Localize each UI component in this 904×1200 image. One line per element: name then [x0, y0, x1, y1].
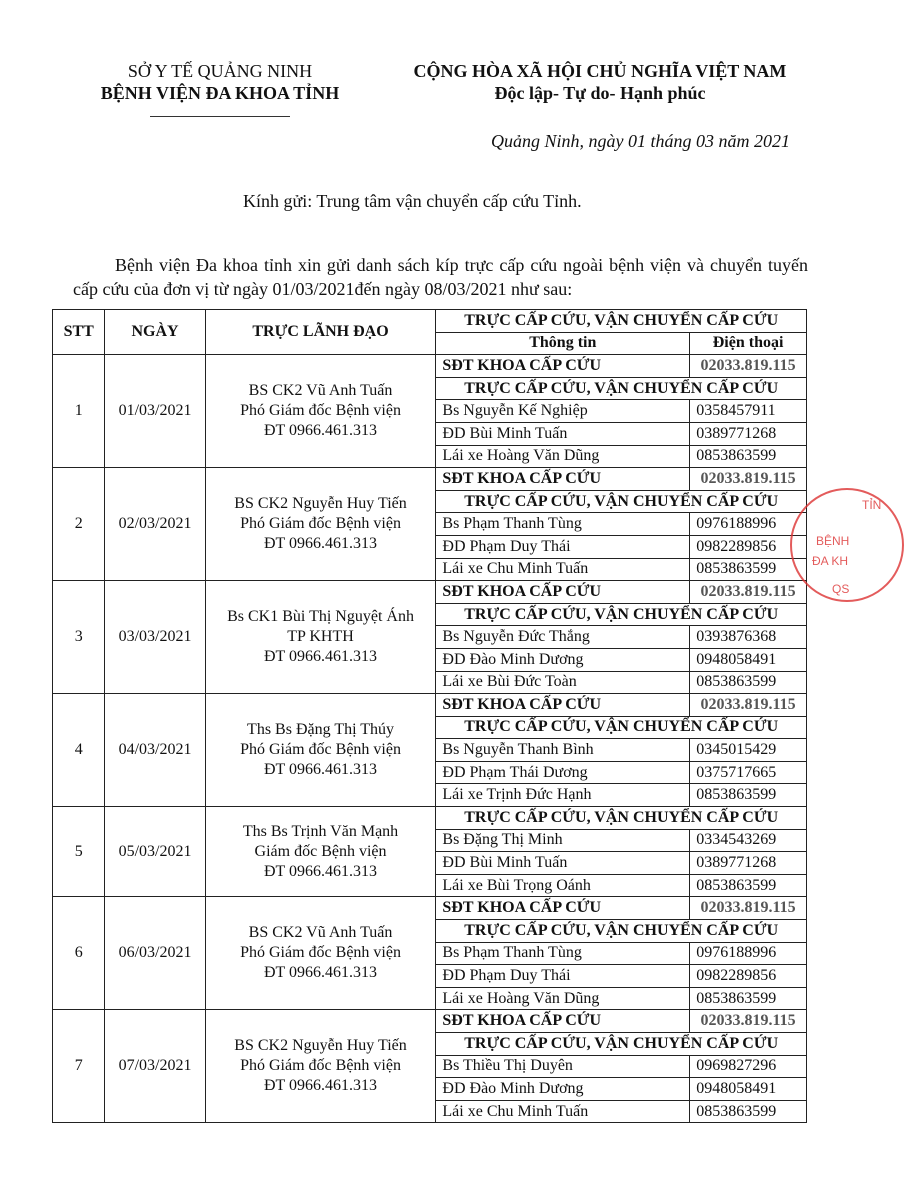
- staff-name: Bs Thiều Thị Duyên: [436, 1055, 690, 1078]
- team-label: TRỰC CẤP CỨU, VẬN CHUYỂN CẤP CỨU: [436, 920, 807, 943]
- row-stt: 7: [53, 1010, 105, 1123]
- row-date: 03/03/2021: [105, 581, 205, 694]
- emergency-dept-phone: 02033.819.115: [690, 581, 807, 604]
- table-row: [53, 897, 807, 920]
- staff-name: Lái xe Hoàng Văn Dũng: [436, 987, 690, 1010]
- staff-phone: 0375717665: [690, 761, 807, 784]
- leader-line: TP KHTH: [287, 628, 354, 646]
- document-date: Quảng Ninh, ngày 01 tháng 03 năm 2021: [491, 131, 790, 151]
- row-date: 02/03/2021: [105, 468, 205, 581]
- staff-name: ĐD Phạm Duy Thái: [436, 535, 690, 558]
- staff-phone: 0853863599: [690, 558, 807, 581]
- header-stt: STT: [53, 310, 105, 355]
- row-date: 01/03/2021: [105, 355, 205, 468]
- leader-line: ĐT 0966.461.313: [264, 535, 378, 553]
- team-label: TRỰC CẤP CỨU, VẬN CHUYỂN CẤP CỨU: [436, 490, 807, 513]
- stamp-text-middle: BỆNH: [816, 534, 850, 548]
- row-leader: [205, 694, 436, 807]
- staff-phone: 0358457911: [690, 400, 807, 423]
- header-date: NGÀY: [105, 310, 205, 355]
- leader-line: Ths Bs Đặng Thị Thúy: [247, 721, 395, 739]
- table-row: [53, 468, 807, 491]
- team-label: TRỰC CẤP CỨU, VẬN CHUYỂN CẤP CỨU: [436, 807, 807, 830]
- row-date: 04/03/2021: [105, 694, 205, 807]
- stamp-text-top: TỈN: [862, 498, 882, 512]
- leader-line: ĐT 0966.461.313: [264, 1077, 378, 1095]
- leader-line: Bs CK1 Bùi Thị Nguyệt Ánh: [227, 608, 414, 626]
- table-row: [53, 694, 807, 717]
- staff-phone: 0976188996: [690, 942, 807, 965]
- leader-line: ĐT 0966.461.313: [264, 862, 378, 880]
- row-leader: [205, 807, 436, 897]
- staff-phone: 0948058491: [690, 1078, 807, 1101]
- staff-name: Bs Phạm Thanh Tùng: [436, 513, 690, 536]
- staff-name: Bs Phạm Thanh Tùng: [436, 942, 690, 965]
- staff-name: ĐD Bùi Minh Tuấn: [436, 422, 690, 445]
- emergency-dept-label: SĐT KHOA CẤP CỨU: [436, 1010, 690, 1033]
- stamp-text-bottom: QS: [832, 582, 850, 596]
- row-date: 05/03/2021: [105, 807, 205, 897]
- leader-line: ĐT 0966.461.313: [264, 422, 378, 440]
- emergency-dept-phone: 02033.819.115: [690, 694, 807, 717]
- row-date: 06/03/2021: [105, 897, 205, 1010]
- table-row: [53, 581, 807, 604]
- staff-phone: 0853863599: [690, 671, 807, 694]
- staff-phone: 0853863599: [690, 784, 807, 807]
- staff-name: ĐD Phạm Duy Thái: [436, 965, 690, 988]
- staff-name: Lái xe Chu Minh Tuấn: [436, 1100, 690, 1123]
- row-stt: 1: [53, 355, 105, 468]
- recipient-line: Kính gửi: Trung tâm vận chuyển cấp cứu Tỉnh.: [243, 191, 582, 211]
- staff-name: Lái xe Trịnh Đức Hạnh: [436, 784, 690, 807]
- row-stt: 6: [53, 897, 105, 1010]
- schedule-body: [53, 355, 807, 1123]
- staff-name: Lái xe Chu Minh Tuấn: [436, 558, 690, 581]
- header-team-group: TRỰC CẤP CỨU, VẬN CHUYỂN CẤP CỨU: [436, 310, 807, 333]
- leader-line: BS CK2 Nguyễn Huy Tiến: [234, 1037, 407, 1055]
- table-row: [53, 807, 807, 830]
- stamp-text-lower: ĐA KH: [812, 554, 849, 568]
- intro-paragraph: Bệnh viện Đa khoa tỉnh xin gửi danh sách kíp trực cấp cứu ngoài bệnh viện và chuyển tuyến cấp cứu của đơn vị từ ngày 01/03/2021đến ngày 08/03/2021 như sau:: [73, 255, 808, 299]
- leader-line: Phó Giám đốc Bệnh viện: [240, 515, 401, 533]
- staff-name: ĐD Đào Minh Dương: [436, 1078, 690, 1101]
- issuer-underline: [150, 116, 290, 117]
- staff-name: Bs Đặng Thị Minh: [436, 829, 690, 852]
- emergency-dept-label: SĐT KHOA CẤP CỨU: [436, 581, 690, 604]
- header-phone: Điện thoại: [690, 332, 807, 355]
- row-stt: 2: [53, 468, 105, 581]
- row-leader: [205, 355, 436, 468]
- national-header: [380, 60, 820, 104]
- leader-line: BS CK2 Vũ Anh Tuấn: [248, 382, 393, 400]
- leader-line: Phó Giám đốc Bệnh viện: [240, 741, 401, 759]
- row-leader: [205, 581, 436, 694]
- staff-phone: 0853863599: [690, 987, 807, 1010]
- row-stt: 5: [53, 807, 105, 897]
- row-leader: [205, 1010, 436, 1123]
- staff-name: Bs Nguyễn Đức Thắng: [436, 626, 690, 649]
- emergency-dept-label: SĐT KHOA CẤP CỨU: [436, 694, 690, 717]
- leader-line: Giám đốc Bệnh viện: [254, 842, 387, 860]
- leader-line: ĐT 0966.461.313: [264, 964, 378, 982]
- emergency-dept-phone: 02033.819.115: [690, 468, 807, 491]
- leader-line: Ths Bs Trịnh Văn Mạnh: [242, 822, 399, 840]
- table-row: [53, 355, 807, 378]
- issuer-block: [60, 60, 380, 104]
- staff-phone: 0345015429: [690, 739, 807, 762]
- staff-phone: 0393876368: [690, 626, 807, 649]
- leader-line: Phó Giám đốc Bệnh viện: [240, 1057, 401, 1075]
- staff-name: ĐD Đào Minh Dương: [436, 648, 690, 671]
- staff-phone: 0976188996: [690, 513, 807, 536]
- staff-phone: 0853863599: [690, 1100, 807, 1123]
- row-date: 07/03/2021: [105, 1010, 205, 1123]
- issuer-department: SỞ Y TẾ QUẢNG NINH: [127, 61, 313, 81]
- table-row: [53, 1010, 807, 1033]
- staff-phone: 0389771268: [690, 422, 807, 445]
- duty-schedule-table: [52, 309, 807, 1123]
- staff-name: Lái xe Bùi Trọng Oánh: [436, 874, 690, 897]
- team-label: TRỰC CẤP CỨU, VẬN CHUYỂN CẤP CỨU: [436, 716, 807, 739]
- emergency-dept-phone: 02033.819.115: [690, 897, 807, 920]
- leader-line: Phó Giám đốc Bệnh viện: [240, 402, 401, 420]
- header-info: Thông tin: [436, 332, 690, 355]
- national-title: CỘNG HÒA XÃ HỘI CHỦ NGHĨA VIỆT NAM: [413, 61, 787, 81]
- staff-phone: 0853863599: [690, 874, 807, 897]
- team-label: TRỰC CẤP CỨU, VẬN CHUYỂN CẤP CỨU: [436, 377, 807, 400]
- staff-name: ĐD Bùi Minh Tuấn: [436, 852, 690, 875]
- official-stamp: [790, 488, 904, 602]
- staff-phone: 0853863599: [690, 445, 807, 468]
- row-leader: [205, 897, 436, 1010]
- staff-phone: 0389771268: [690, 852, 807, 875]
- staff-name: Lái xe Hoàng Văn Dũng: [436, 445, 690, 468]
- leader-line: BS CK2 Vũ Anh Tuấn: [248, 924, 393, 942]
- emergency-dept-label: SĐT KHOA CẤP CỨU: [436, 355, 690, 378]
- staff-phone: 0982289856: [690, 535, 807, 558]
- emergency-dept-phone: 02033.819.115: [690, 1010, 807, 1033]
- header-leader: TRỰC LÃNH ĐẠO: [205, 310, 436, 355]
- leader-line: Phó Giám đốc Bệnh viện: [240, 944, 401, 962]
- team-label: TRỰC CẤP CỨU, VẬN CHUYỂN CẤP CỨU: [436, 603, 807, 626]
- row-leader: [205, 468, 436, 581]
- emergency-dept-phone: 02033.819.115: [690, 355, 807, 378]
- staff-name: Lái xe Bùi Đức Toàn: [436, 671, 690, 694]
- row-stt: 3: [53, 581, 105, 694]
- staff-phone: 0948058491: [690, 648, 807, 671]
- staff-phone: 0334543269: [690, 829, 807, 852]
- emergency-dept-label: SĐT KHOA CẤP CỨU: [436, 897, 690, 920]
- leader-line: ĐT 0966.461.313: [264, 648, 378, 666]
- staff-phone: 0982289856: [690, 965, 807, 988]
- national-motto: Độc lập- Tự do- Hạnh phúc: [494, 83, 706, 103]
- leader-line: BS CK2 Nguyễn Huy Tiến: [234, 495, 407, 513]
- emergency-dept-label: SĐT KHOA CẤP CỨU: [436, 468, 690, 491]
- row-stt: 4: [53, 694, 105, 807]
- staff-phone: 0969827296: [690, 1055, 807, 1078]
- staff-name: ĐD Phạm Thái Dương: [436, 761, 690, 784]
- leader-line: ĐT 0966.461.313: [264, 761, 378, 779]
- staff-name: Bs Nguyễn Thanh Bình: [436, 739, 690, 762]
- staff-name: Bs Nguyễn Kế Nghiệp: [436, 400, 690, 423]
- team-label: TRỰC CẤP CỨU, VẬN CHUYỂN CẤP CỨU: [436, 1033, 807, 1056]
- issuer-hospital: BỆNH VIỆN ĐA KHOA TỈNH: [100, 83, 340, 103]
